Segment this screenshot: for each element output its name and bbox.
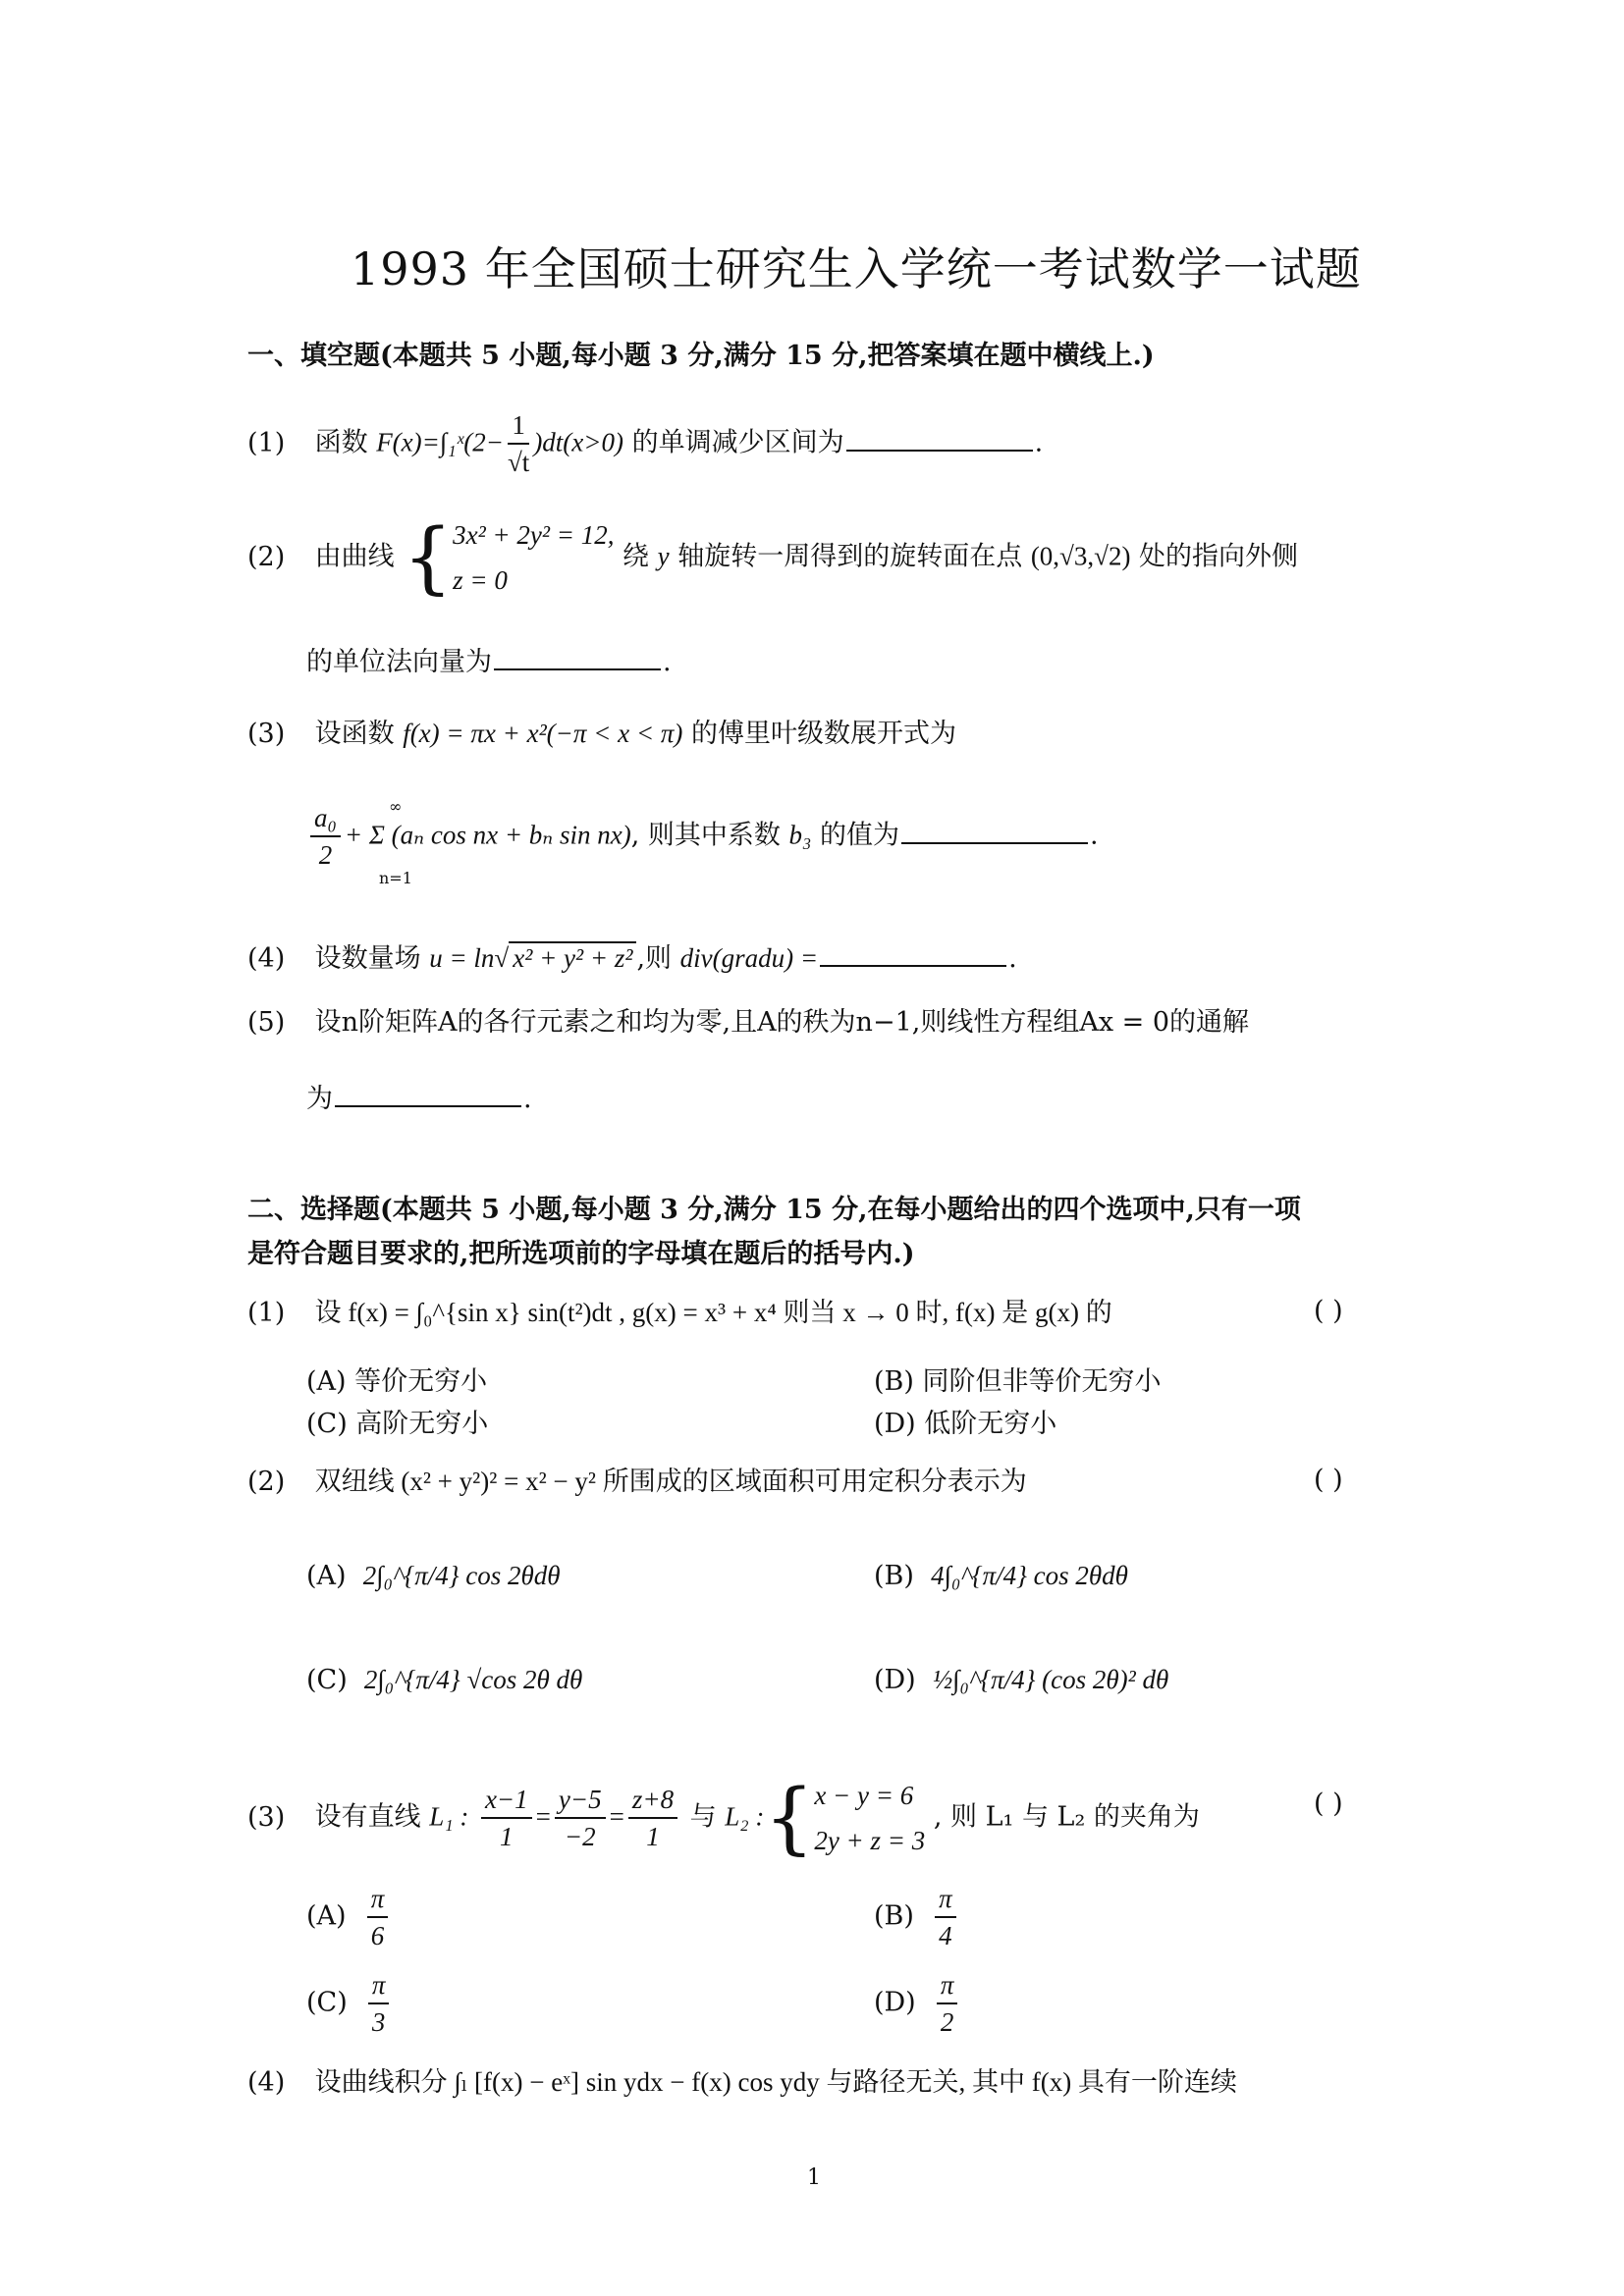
fill-question-3: (3) 设函数 f(x) = πx + x²(−π < x < π) 的傅里叶级数展开式为 — [247, 719, 956, 749]
choice-question-3: (3) 设有直线 L₁ : $\frac{x-1}{1}$ = $\frac{y-5}{-2}$ = $\frac{z+8}{1}$ 与 L₂ :{ x − y = 6 2y + z = 3 , 则 L₁ 与 L₂ 的夹角为 — [247, 1772, 1200, 1863]
choice-question-4: (4) 设曲线积分 ∫ₗ [f(x) − eˣ] sin ydx − f(x) cos ydy 与路径无关, 其中 f(x) 具有一阶连续 — [247, 2067, 1237, 2098]
brace-icon: { — [403, 511, 454, 603]
fill-question-2-cont: 的单位法向量为 . — [306, 643, 672, 679]
option-a[interactable]: (A) $\frac{\pi}{6}$ — [306, 1881, 392, 1953]
section-choice-heading-cont: 是符合题目要求的,把所选项前的字母填在题后的括号内.) — [247, 1239, 915, 1269]
section-choice-heading: 二、选择题(本题共 5 小题,每小题 3 分,满分 15 分,在每小题给出的四个选项中,只有一项 — [247, 1195, 1301, 1225]
answer-blank[interactable] — [494, 643, 661, 670]
equation-system: 3x² + 2y² = 12, z = 0 — [453, 520, 615, 595]
fill-question-1: (1) 函数 F(x)=∫₁ˣ(2− $\frac{1}{√t}$ )dt(x>0) 的单调减少区间为 . — [247, 407, 1043, 480]
option-b[interactable]: (B) $\frac{\pi}{4}$ — [874, 1881, 960, 1953]
math-expression: )dt(x>0) — [533, 427, 623, 457]
fraction: $\frac{z+8}{1}$ — [628, 1782, 677, 1854]
option-a[interactable]: (A) 等价无穷小 — [306, 1366, 488, 1397]
question-number: (2) — [247, 1467, 286, 1497]
question-number: (5) — [247, 1007, 286, 1038]
sum-lower: n=1 — [379, 869, 412, 887]
section-fill-in-heading: 一、填空题(本题共 5 小题,每小题 3 分,满分 15 分,把答案填在题中横线上.) — [247, 341, 1155, 371]
question-number: (4) — [247, 2067, 286, 2098]
answer-parenthesis[interactable]: ( ) — [1314, 1465, 1343, 1495]
equation-system: x − y = 6 2y + z = 3 — [814, 1781, 926, 1855]
question-number: (1) — [247, 1298, 286, 1328]
fraction: $\frac{1}{√t}$ — [508, 407, 529, 480]
sum-upper: ∞ — [389, 797, 403, 816]
option-d[interactable]: (D) 低阶无穷小 — [874, 1409, 1057, 1439]
option-c[interactable]: (C) 2∫₀^{π/4} √cos 2θ dθ — [306, 1665, 583, 1695]
question-text: 的单调减少区间为 — [631, 427, 844, 458]
math-expression: F(x)=∫₁ˣ(2− — [376, 427, 504, 457]
answer-blank[interactable] — [335, 1080, 521, 1107]
answer-parenthesis[interactable]: ( ) — [1314, 1296, 1343, 1326]
option-c[interactable]: (C) 高阶无穷小 — [306, 1409, 489, 1439]
page-number: 1 — [807, 2165, 821, 2190]
fraction: $\frac{y-5}{-2}$ — [555, 1782, 606, 1854]
fill-question-5-cont: 为 . — [306, 1080, 532, 1116]
choice-question-1: (1) 设 f(x) = ∫₀^{sin x} sin(t²)dt , g(x) = x³ + x⁴ 则当 x → 0 时, f(x) 是 g(x) 的 — [247, 1298, 1112, 1328]
brace-icon: { — [764, 1772, 815, 1863]
question-number: (3) — [247, 1801, 286, 1833]
option-b[interactable]: (B) 同阶但非等价无穷小 — [874, 1366, 1162, 1397]
fraction: $\frac{x-1}{1}$ — [481, 1782, 532, 1854]
question-number: (1) — [247, 427, 286, 458]
fraction: $\frac{\text{a₀}}{2}$ — [310, 800, 341, 873]
fill-question-3-series: $\frac{\text{a₀}}{2}$ + Σ (aₙ cos nx + bₙ sin nx), 则其中系数 b₃ 的值为 . — [306, 800, 1099, 873]
question-number: (2) — [247, 541, 286, 572]
fill-question-4: (4) 设数量场 u = ln√ x² + y² + z² ,则 div(gradu) = . — [247, 939, 1017, 976]
option-c[interactable]: (C) $\frac{\pi}{3}$ — [306, 1967, 393, 2040]
page-title: 1993 年全国硕士研究生入学统一考试数学一试题 — [351, 242, 1362, 295]
answer-blank[interactable] — [820, 939, 1006, 967]
option-d[interactable]: (D) ½∫₀^{π/4} (cos 2θ)² dθ — [874, 1665, 1169, 1695]
option-b[interactable]: (B) 4∫₀^{π/4} cos 2θdθ — [874, 1561, 1128, 1591]
question-number: (4) — [247, 943, 286, 974]
choice-question-2: (2) 双纽线 (x² + y²)² = x² − y² 所围成的区域面积可用定积分表示为 — [247, 1467, 1027, 1497]
answer-blank[interactable] — [846, 424, 1033, 452]
sqrt-expression: x² + y² + z² — [509, 941, 636, 973]
question-text: 由曲线 — [314, 541, 395, 572]
answer-blank[interactable] — [901, 817, 1088, 844]
fill-question-5: (5) 设n阶矩阵A的各行元素之和均为零,且A的秩为n−1,则线性方程组Ax = 0的通解 — [247, 1007, 1250, 1038]
question-number: (3) — [247, 719, 286, 749]
question-text: 函数 — [314, 427, 368, 458]
math-expression: + Σ (aₙ cos nx + bₙ sin nx) — [344, 820, 631, 850]
fill-question-2: (2) 由曲线 { 3x² + 2y² = 12, z = 0 绕 y 轴旋转一周得到的旋转面在点 (0,√3,√2) 处的指向外侧 — [247, 511, 1299, 603]
option-d[interactable]: (D) $\frac{\pi}{2}$ — [874, 1967, 961, 2040]
answer-parenthesis[interactable]: ( ) — [1314, 1789, 1343, 1819]
option-a[interactable]: (A) 2∫₀^{π/4} cos 2θdθ — [306, 1561, 561, 1591]
